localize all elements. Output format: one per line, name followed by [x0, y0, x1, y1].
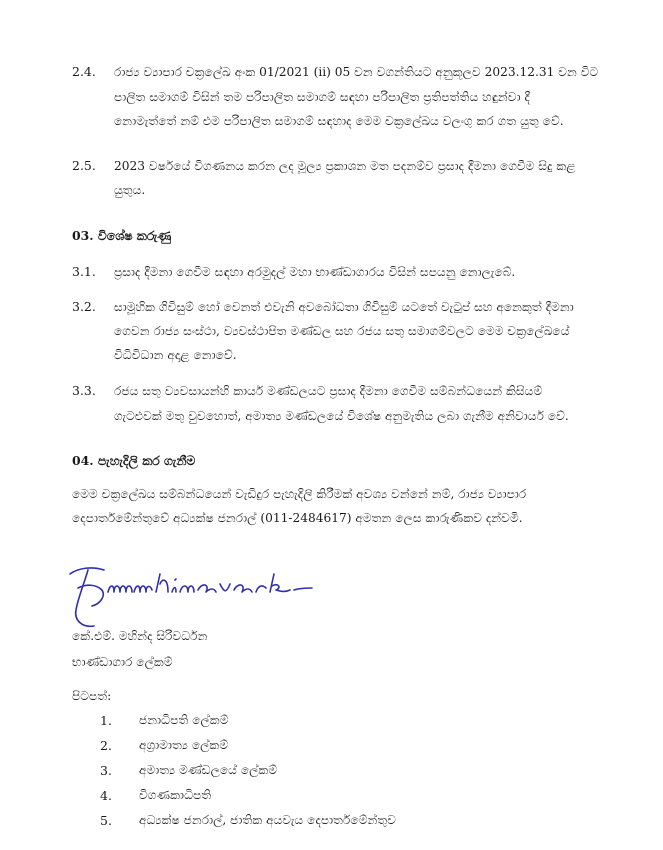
signatory-title: භාණ්ඩාගාර ලේකම් — [72, 655, 173, 669]
handwritten-signature — [64, 562, 334, 632]
section-2-4-line-2: පාලිත සමාගම් විසින් තම පරිපාලිත සමාගම් සඳහා පරිපාලිත ප්‍රතිපත්තිය හඳුන්වා දී — [114, 90, 530, 104]
section-03-heading: 03. විශේෂ කරුණු — [72, 228, 172, 243]
section-2-4-line-3: නොමැත්තේ නම් එම පරිපාලිත සමාගම් සඳහාද මෙම චක්‍රලේඛය වලංගු කර ගත යුතු වේ. — [114, 114, 564, 128]
signatory-name: කේ.එම්. මහින්ද සිරිවර්ධන — [72, 629, 208, 643]
section-04-line-1: මෙම චක්‍රලේඛය සම්බන්ධයෙන් වැඩිදුර පැහැදිලි කිරීමක් අවශ්‍ය වන්නේ නම්, රාජ්‍ය ව්‍යාපාර — [72, 487, 527, 501]
copy-item-1-number: 1. — [100, 713, 112, 728]
section-3-3-line-1: රජය සතු ව්‍යවසායන්හි කාර්ය මණ්ඩලයට ප්‍රසාද දීමනා ගෙවීම සම්බන්ධයෙන් කිසියම් — [114, 384, 543, 398]
section-3-2-line-1: සාමූහික ගිවිසුම් හෝ වෙනත් එවැනි අවබෝධතා ගිවිසුම් යටතේ වැටුප් සහ අනෙකුත් දීමනා — [114, 300, 574, 314]
section-3-2-line-3: විධිවිධාන අදාළ නොවේ. — [114, 348, 237, 362]
section-2-4-number: 2.4. — [72, 64, 96, 79]
section-3-1-number: 3.1. — [72, 264, 96, 279]
copy-item-1-text: ජනාධිපති ලේකම් — [139, 713, 229, 727]
copy-item-3-text: අමාත්‍ය මණ්ඩලයේ ලේකම් — [139, 763, 278, 777]
section-3-2-line-2: ගෙවන රාජ්‍ය සංස්ථා, ව්‍යවස්ථාපිත මණ්ඩල සහ රජය සතු සමාගම්වලට මෙම චක්‍රලේඛයේ — [114, 324, 570, 338]
copy-item-4-number: 4. — [100, 788, 112, 803]
copy-item-5-text: අධ්‍යක්ෂ ජනරාල්, ජාතික අයවැය දෙපාර්තමේන්තුව — [139, 813, 397, 827]
copy-item-5-number: 5. — [100, 813, 112, 828]
copy-item-2-text: අග්‍රාමාත්‍ය ලේකම් — [139, 738, 229, 752]
section-3-3-number: 3.3. — [72, 383, 96, 398]
section-04-heading: 04. පැහැදිලි කර ගැනීම — [72, 453, 196, 468]
copy-item-4-text: විගණකාධිපති — [139, 788, 212, 802]
section-3-3-line-2: ගැටළුවක් මතු වුවහොත්, අමාත්‍ය මණ්ඩලයේ විශේෂ අනුමැතිය ලබා ගැනීම අනිවාර්ය වේ. — [114, 409, 569, 423]
section-2-4-line-1: රාජ්‍ය ව්‍යාපාර චක්‍රලේඛ අංක 01/2021 (ii) 05 වන වගන්තියට අනුකූලව 2023.12.31 වන විට — [114, 65, 599, 79]
section-2-5-line-1: 2023 වර්ෂයේ විගණනය කරන ලද මූල්‍ය ප්‍රකාශන මත පදනම්ව ප්‍රසාද දීමනා ගෙවීම සිදු කළ — [114, 159, 576, 173]
copy-item-2-number: 2. — [100, 738, 112, 753]
section-3-2-number: 3.2. — [72, 299, 96, 314]
copy-item-3-number: 3. — [100, 763, 112, 778]
copies-label: පිටපත්: — [72, 689, 112, 703]
section-04-line-2: දෙපාර්තමේන්තුවේ අධ්‍යක්ෂ ජනරාල් (011-2484617) අමතන ලෙස කාරුණිකව දන්වමි. — [72, 511, 523, 525]
section-2-5-number: 2.5. — [72, 158, 96, 173]
section-3-1-line-1: ප්‍රසාද දීමනා ගෙවීම සඳහා අරමුදල් මහා භාණ්ඩාගාරය විසින් සපයනු නොලැබේ. — [114, 265, 516, 279]
section-2-5-line-2: යුතුය. — [114, 183, 146, 197]
